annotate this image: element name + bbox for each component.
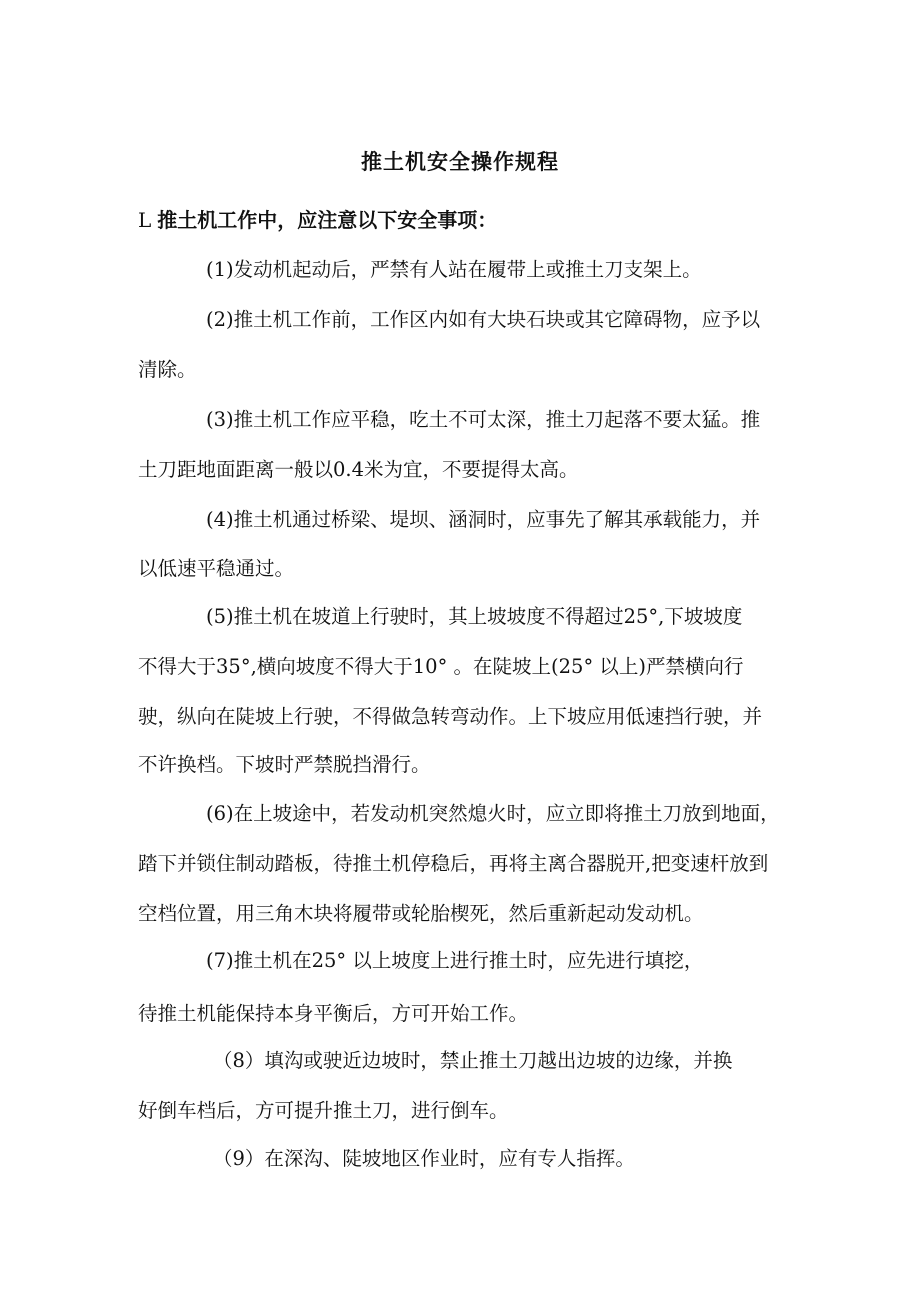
paragraph-line: 驶，纵向在陡坡上行驶，不得做急转弯动作。上下坡应用低速挡行驶，并 <box>138 705 763 728</box>
paragraph-line: (2)推土机工作前，工作区内如有大块石块或其它障碍物，应予以 <box>206 308 761 331</box>
paragraph-line: 踏下并锁住制动踏板，待推土机停稳后，再将主离合器脱开,把变速杆放到 <box>138 852 769 875</box>
paragraph-line: (1)发动机起动后，严禁有人站在履带上或推土刀支架上。 <box>206 258 702 281</box>
paragraph-line: (4)推土机通过桥梁、堤坝、涵洞时，应事先了解其承载能力，并 <box>206 508 761 531</box>
paragraph-line: 空档位置，用三角木块将履带或轮胎楔死，然后重新起动发动机。 <box>138 902 704 925</box>
paragraph-line: 土刀距地面距离一般以0.4米为宜，不要提得太高。 <box>138 458 579 481</box>
section-number: L <box>138 208 152 232</box>
section-heading-text: 推土机工作中，应注意以下安全事项： <box>157 208 498 232</box>
paragraph-line: （8）填沟或驶近边坡时，禁止推土刀越出边坡的边缘，并换 <box>213 1049 733 1072</box>
paragraph-line: 好倒车档后，方可提升推土刀，进行倒车。 <box>138 1099 509 1122</box>
paragraph-line: 不得大于35°,横向坡度不得大于10° 。在陡坡上(25° 以上)严禁横向行 <box>138 655 744 678</box>
paragraph-line: (7)推土机在25° 以上坡度上进行推土时，应先进行填挖， <box>206 949 704 972</box>
paragraph-line: 清除。 <box>138 358 197 381</box>
paragraph-line: (3)推土机工作应平稳，吃土不可太深，推土刀起落不要太猛。推 <box>206 408 761 431</box>
paragraph-line: (6)在上坡途中，若发动机突然熄火时，应立即将推土刀放到地面， <box>206 802 780 825</box>
paragraph-line: （9）在深沟、陡坡地区作业时，应有专人指挥。 <box>213 1147 635 1170</box>
paragraph-line: (5)推土机在坡道上行驶时，其上坡坡度不得超过25°,下坡坡度 <box>206 605 743 628</box>
paragraph-line: 不许换档。下坡时严禁脱挡滑行。 <box>138 753 431 776</box>
paragraph-line: 待推土机能保持本身平衡后，方可开始工作。 <box>138 1002 529 1025</box>
page-title: 推土机安全操作规程 <box>361 150 559 174</box>
section-heading <box>138 206 497 234</box>
paragraph-line: 以低速平稳通过。 <box>138 557 295 580</box>
